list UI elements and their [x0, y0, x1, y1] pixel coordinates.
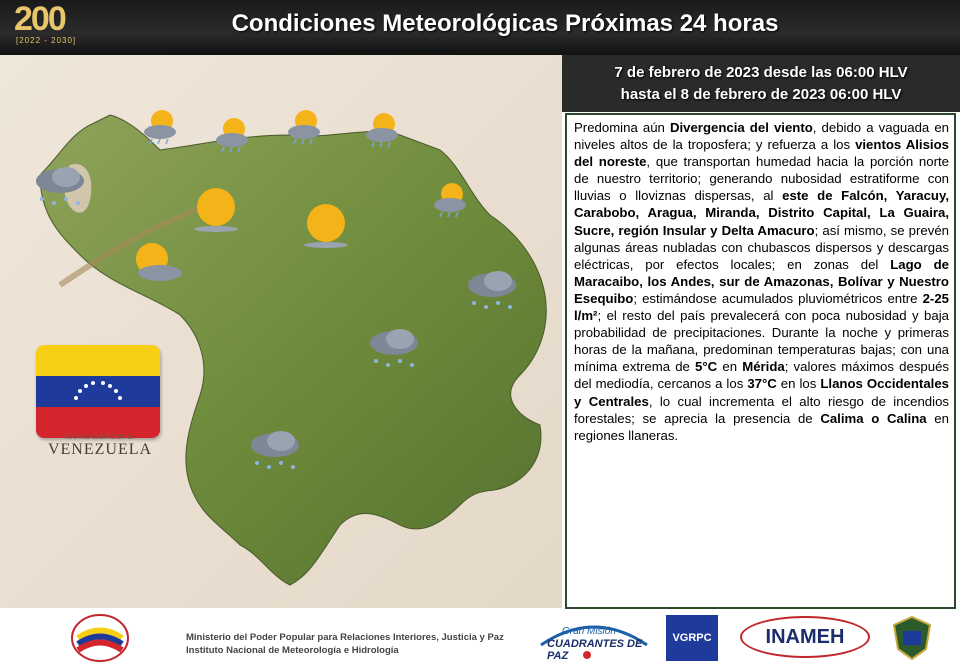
- cloud-rain-icon: [30, 163, 90, 209]
- forecast-text: ; así mismo, se prevén algunas áreas nubladas con chubascos dispersos y descargas eléctricas, por efectos locales; en zonas del: [574, 222, 949, 272]
- forecast-text: ; estimándose acumulados pluviométricos entre: [633, 290, 923, 306]
- partly-sunny-rain-icon: [138, 107, 186, 147]
- cloud-rain-icon: [462, 267, 522, 313]
- partly-sunny-rain-icon: [360, 110, 408, 150]
- gran-mision-line2: CUADRANTES DE PAZ: [547, 638, 643, 662]
- partly-sunny-rain-icon: [428, 180, 476, 220]
- institute-name: Instituto Nacional de Meteorología e Hidrología: [186, 645, 399, 656]
- header-bar: [0, 0, 960, 55]
- forecast-highlight: Lago de Maracaibo, los Andes, sur de Amazonas, Bolívar y Nuestro Esequibo: [574, 256, 949, 306]
- flag-blue-stripe: [36, 376, 160, 407]
- weather-icon-falcon-west: [138, 107, 186, 152]
- forecast-text: Predomina aún: [574, 120, 670, 135]
- sun-icon: [298, 201, 354, 251]
- shield-icon: [890, 615, 934, 661]
- forecast-highlight: Mérida: [742, 359, 785, 375]
- page-title: Condiciones Meteorológicas Próximas 24 horas: [231, 10, 779, 37]
- forecast-text: en los: [776, 376, 821, 392]
- forecast-highlight: 2-25 l/m²: [574, 290, 949, 324]
- weather-icon-bolivar: [364, 325, 424, 376]
- inameh-logo: [740, 616, 870, 658]
- ministry-seal-icon: [70, 613, 130, 663]
- bicentennial-logo: [14, 0, 124, 48]
- weather-icon-lara: [188, 185, 244, 240]
- gran-mision-line1: Gran Misión: [562, 626, 616, 637]
- venezuela-elevation-map: [0, 55, 562, 608]
- forecast-text: , que transportan humedad hacia la porción norte de nuestro territorio; generando nubosidad estratiforme con lluvias o lloviznas dispersas, al: [574, 154, 949, 204]
- forecast-highlight: este de Falcón, Yaracuy, Carabobo, Aragua, Miranda, Distrito Capital, La Guaira, Sucre, región Insular y Delta Amacuro: [574, 188, 949, 238]
- period-start: 7 de febrero de 2023 desde las 06:00 HLV: [614, 64, 908, 81]
- gran-mision-logo: [535, 615, 653, 661]
- forecast-paragraph: [574, 119, 949, 444]
- forecast-highlight: 37°C: [747, 376, 777, 392]
- forecast-highlight: Calima o Calina: [820, 410, 927, 426]
- venezuela-flag: [36, 345, 160, 438]
- weather-icon-guarico: [298, 201, 354, 256]
- weather-icon-sucre: [360, 110, 408, 155]
- forecast-text-box: [565, 113, 956, 609]
- map-caption: [40, 435, 160, 459]
- sun-icon: [188, 185, 244, 235]
- logo-number: 200: [14, 0, 65, 38]
- forecast-highlight: Llanos Occidentales y Centrales: [574, 376, 949, 409]
- forecast-highlight: Divergencia del viento: [669, 120, 813, 135]
- forecast-highlight: 5°C: [695, 359, 718, 375]
- partly-sunny-icon: [126, 241, 186, 285]
- weather-icon-capital: [282, 107, 330, 152]
- partly-sunny-rain-icon: [210, 115, 258, 155]
- map-relief: [0, 55, 562, 608]
- cloud-rain-icon: [245, 427, 305, 473]
- flag-yellow-stripe: [36, 345, 160, 376]
- forecast-period: [562, 55, 960, 112]
- weather-icon-andes: [126, 241, 186, 290]
- forecast-text: , debido a vaguada en niveles altos de la troposfera; y refuerza a los: [574, 120, 949, 153]
- ministry-name: Ministerio del Poder Popular para Relaciones Interiores, Justicia y Paz: [186, 632, 504, 643]
- forecast-text: en: [717, 359, 743, 375]
- weather-icon-falcon-east: [210, 115, 258, 160]
- weather-icon-delta: [428, 180, 476, 225]
- flag-stars-icon: [36, 376, 160, 407]
- forecast-text: en regiones llaneras.: [574, 410, 949, 443]
- vgrpc-logo: VGRPC: [666, 615, 718, 661]
- weather-icon-zulia: [30, 163, 90, 214]
- map-caption-small: MAPA de ELEVACIÓN de: [65, 435, 135, 441]
- weather-icon-amazonas: [245, 427, 305, 478]
- forecast-text: ; el resto del país prevalecerá con poca nubosidad y baja probabilidad de precipitaciones. Durante la noche y primeras horas de la mañana, predominan temperaturas bajas; con una mínima extrema de: [574, 308, 949, 375]
- inameh-logo-text: INAMEH: [765, 626, 845, 648]
- logo-years: [2022 - 2030]: [16, 36, 77, 45]
- map-caption-title: VENEZUELA: [47, 441, 153, 458]
- forecast-text: , lo cual incrementa el alto riesgo de incendios forestales; se aprecia la presencia de: [574, 393, 949, 426]
- partly-sunny-rain-icon: [282, 107, 330, 147]
- footer-bar: [0, 610, 960, 666]
- forecast-text: ; valores máximos después del mediodía, cercanos a los: [574, 359, 950, 392]
- cloud-rain-icon: [364, 325, 424, 371]
- weather-icon-esequibo: [462, 267, 522, 318]
- forecast-highlight: vientos Alisios del noreste: [574, 137, 949, 170]
- flag-red-stripe: [36, 407, 160, 438]
- period-end: hasta el 8 de febrero de 2023 06:00 HLV: [620, 86, 902, 103]
